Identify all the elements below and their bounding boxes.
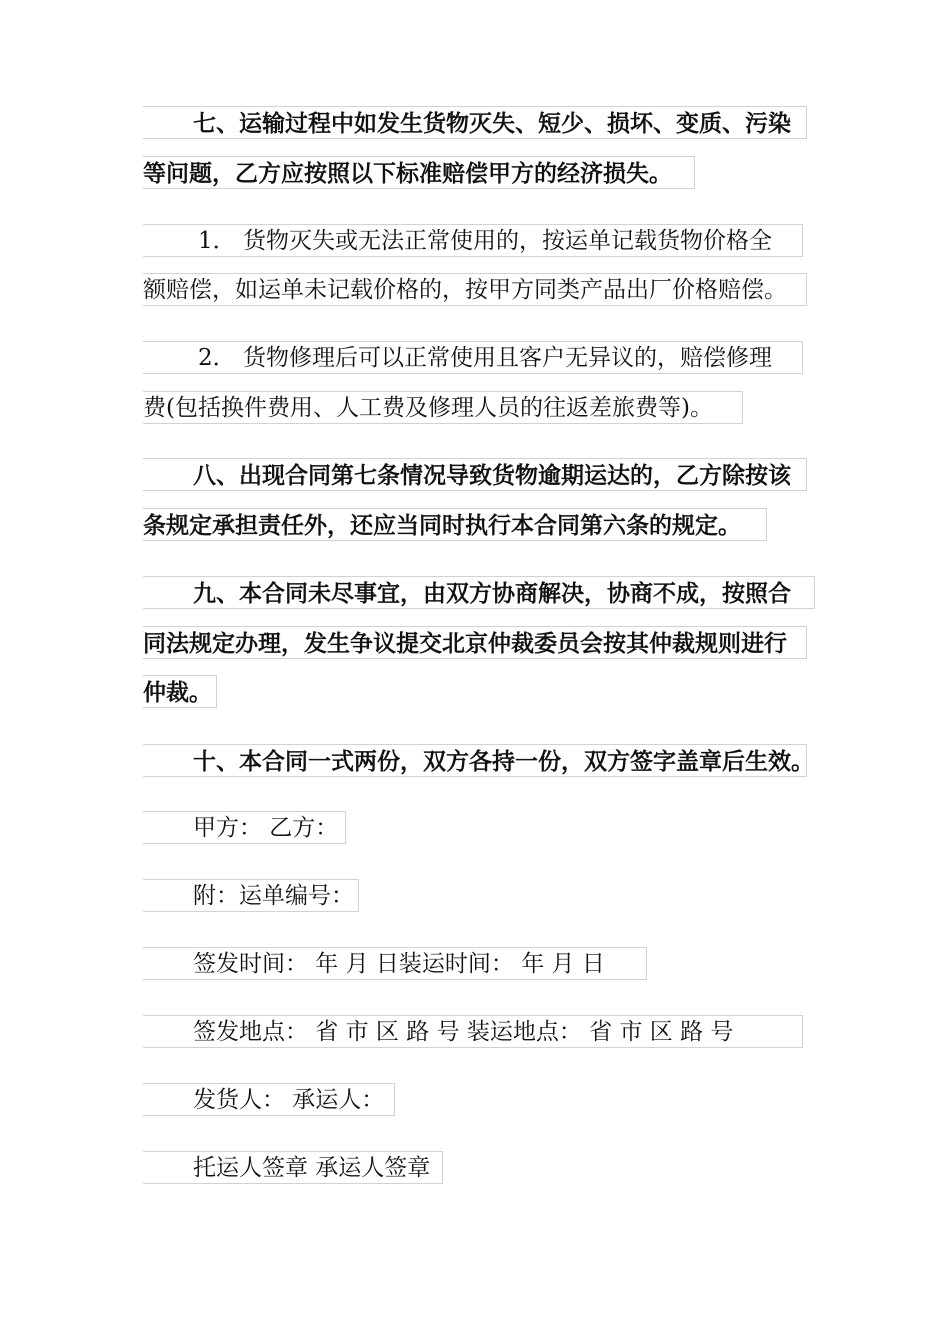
- seal-line: 托运人签章 承运人签章: [143, 1151, 443, 1184]
- clause-8-line-2: 条规定承担责任外，还应当同时执行本合同第六条的规定。: [143, 508, 767, 541]
- clause-9-line-1: 九、本合同未尽事宜，由双方协商解决，协商不成，按照合: [143, 576, 815, 609]
- clause-7-1-line-1: 1． 货物灭失或无法正常使用的，按运单记载货物价格全: [143, 224, 803, 257]
- clause-7-line-2: 等问题，乙方应按照以下标准赔偿甲方的经济损失。: [143, 156, 695, 189]
- attachment-line: 附：运单编号：: [143, 879, 359, 912]
- clause-7-2-line-2: 费(包括换件费用、人工费及修理人员的往返差旅费等)。: [143, 391, 743, 424]
- clause-7-1-line-2: 额赔偿，如运单未记载价格的，按甲方同类产品出厂价格赔偿。: [143, 273, 807, 306]
- clause-10-line-1: 十、本合同一式两份，双方各持一份，双方签字盖章后生效。: [143, 744, 807, 777]
- clause-7-line-1: 七、运输过程中如发生货物灭失、短少、损坏、变质、污染: [143, 106, 807, 139]
- clause-8-line-1: 八、出现合同第七条情况导致货物逾期运达的，乙方除按该: [143, 458, 807, 491]
- shipper-carrier-line: 发货人： 承运人：: [143, 1083, 395, 1116]
- clause-9-line-3: 仲裁。: [143, 675, 217, 708]
- issue-time-line: 签发时间： 年 月 日装运时间： 年 月 日: [143, 947, 647, 980]
- clause-9-line-2: 同法规定办理，发生争议提交北京仲裁委员会按其仲裁规则进行: [143, 626, 807, 659]
- parties-line: 甲方： 乙方：: [143, 811, 346, 844]
- clause-7-2-line-1: 2． 货物修理后可以正常使用且客户无异议的，赔偿修理: [143, 341, 803, 374]
- issue-place-line: 签发地点： 省 市 区 路 号 装运地点： 省 市 区 路 号: [143, 1015, 803, 1048]
